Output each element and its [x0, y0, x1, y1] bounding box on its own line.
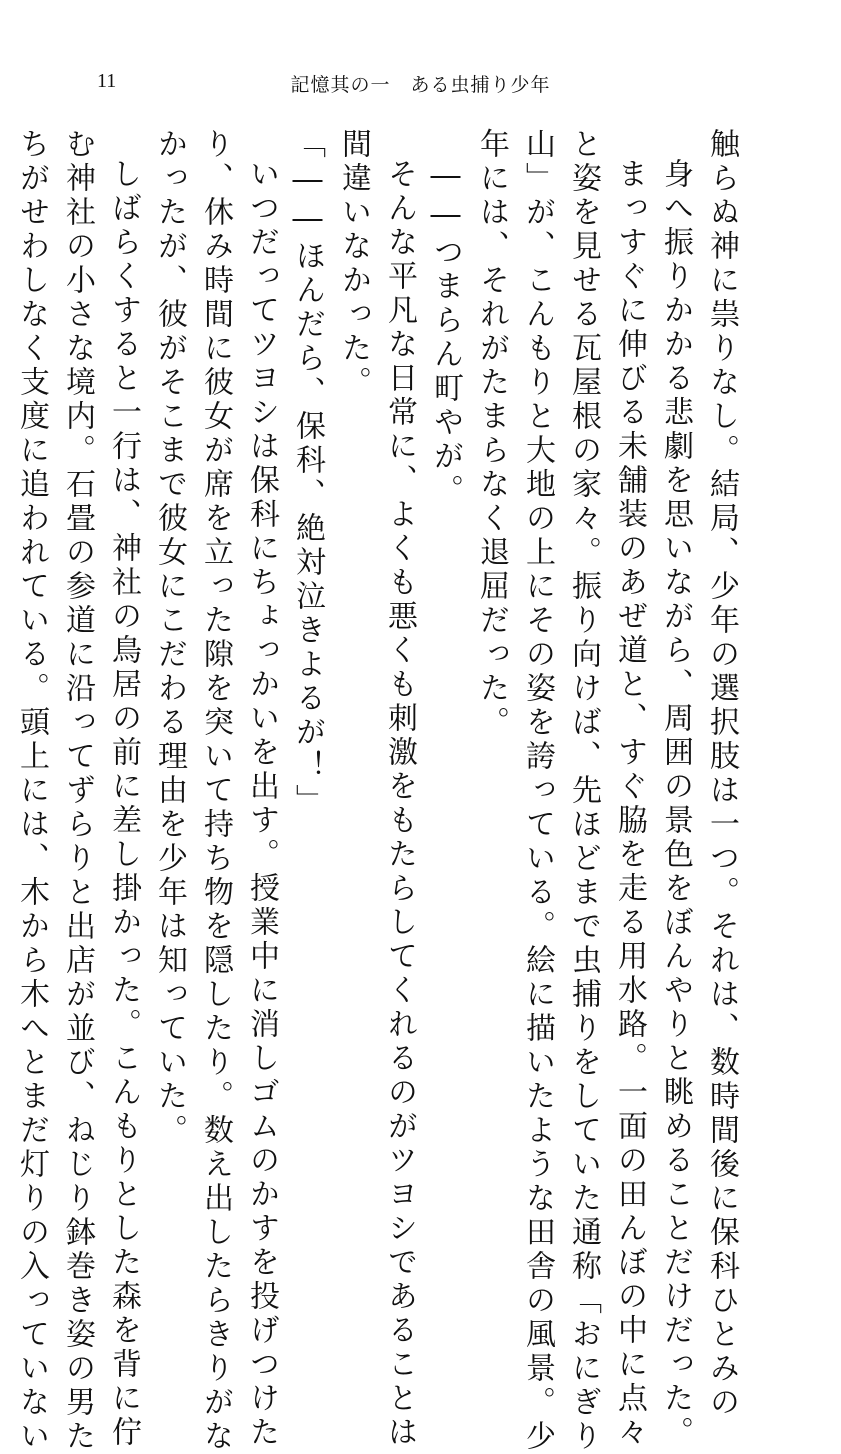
text-column: ――つまらん町やが。	[428, 158, 463, 508]
running-title: 記憶其の一 ある虫捕り少年	[290, 74, 551, 96]
text-column: と姿を見せる瓦屋根の家々。振り向けば、先ほどまで虫捕りをしていた通称「おにぎり	[566, 128, 601, 1454]
text-column: 間違いなかった。	[336, 128, 371, 400]
text-column: 山」が、こんもりと大地の上にその姿を誇っている。絵に描いたような田舎の風景。少	[520, 128, 555, 1454]
text-column: そんな平凡な日常に、よくも悪くも刺激をもたらしてくれるのがツヨシであることは	[382, 158, 417, 1450]
text-column: かったが、彼がそこまで彼女にこだわる理由を少年は知っていた。	[152, 128, 187, 1148]
text-column: 「――ほんだら、保科、絶対泣きよるが！」	[290, 128, 325, 818]
text-column: いつだってツヨシは保科にちょっかいを出す。授業中に消しゴムのかすを投げつけた	[244, 158, 279, 1450]
text-column: 触らぬ神に祟りなし。結局、少年の選択肢は一つ。それは、数時間後に保科ひとみの	[704, 128, 739, 1420]
text-column: 年には、それがたまらなく退屈だった。	[474, 128, 509, 740]
text-column: まっすぐに伸びる未舗装のあぜ道と、すぐ脇を走る用水路。一面の田んぼの中に点々	[612, 158, 647, 1450]
text-column: む神社の小さな境内。石畳の参道に沿ってずらりと出店が並び、ねじり鉢巻き姿の男た	[60, 128, 95, 1454]
page-number: 11	[97, 70, 117, 92]
text-column: り、休み時間に彼女が席を立った隙を突いて持ち物を隠したり。数え出したらきりがな	[198, 128, 233, 1454]
text-column: ちがせわしなく支度に追われている。頭上には、木から木へとまだ灯りの入っていない	[14, 128, 49, 1454]
text-column: 身へ振りかかる悲劇を思いながら、周囲の景色をぼんやりと眺めることだけだった。	[658, 158, 693, 1450]
text-column: しばらくすると一行は、神社の鳥居の前に差し掛かった。こんもりとした森を背に佇	[106, 158, 141, 1450]
